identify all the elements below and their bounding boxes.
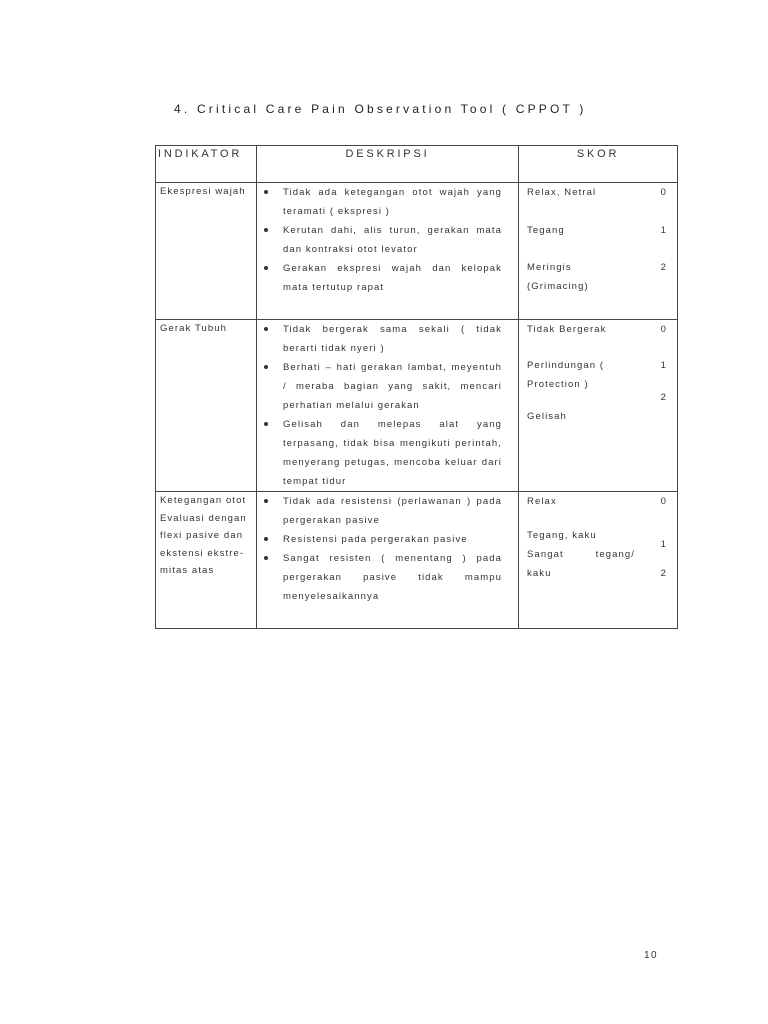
table-row — [156, 492, 678, 629]
score-label: Meringis (Grimacing) — [527, 262, 589, 292]
score-value: 2 — [660, 392, 667, 403]
header-deskripsi: DESKRIPSI — [257, 146, 519, 183]
score-item — [527, 407, 669, 426]
score-item — [527, 320, 669, 339]
description-item: Gelisah dan melepas alat yang terpasang, tidak bisa mengikuti perintah, menyerang petugas, mencoba keluar dari tempat tidur — [283, 415, 502, 491]
header-indikator: INDIKATOR — [156, 146, 257, 183]
page-number: 10 — [644, 950, 659, 961]
score-cell — [519, 320, 678, 492]
indicator-cell: Gerak Tubuh — [156, 320, 257, 492]
score-item — [527, 183, 669, 202]
indicator-cell: Ekespresi wajah — [156, 183, 257, 320]
table-header-row — [156, 146, 678, 183]
score-item — [527, 492, 669, 511]
score-label: Relax, Netral — [527, 187, 597, 198]
score-label: Tidak Bergerak — [527, 324, 607, 335]
score-item — [527, 221, 669, 240]
score-value: 1 — [660, 539, 667, 550]
table-row — [156, 320, 678, 492]
description-item: Sangat resisten ( menentang ) pada pergerakan pasive tidak mampu menyelesaikannya — [283, 549, 502, 606]
description-cell — [257, 183, 519, 320]
table-row — [156, 183, 678, 320]
score-value: 0 — [660, 324, 667, 335]
score-item — [527, 545, 669, 583]
score-value: 2 — [660, 262, 667, 273]
description-item: Tidak bergerak sama sekali ( tidak berarti tidak nyeri ) — [283, 320, 502, 358]
description-item: Berhati – hati gerakan lambat, meyentuh / meraba bagian yang sakit, mencari perhatian melalui gerakan — [283, 358, 502, 415]
description-cell — [257, 320, 519, 492]
score-value: 0 — [660, 187, 667, 198]
score-value: 1 — [660, 360, 667, 371]
score-label: Relax — [527, 496, 557, 507]
score-label: Gelisah — [527, 411, 567, 422]
score-value: 0 — [660, 496, 667, 507]
score-label: Sangat tegang/ kaku — [527, 549, 635, 579]
header-skor: SKOR — [519, 146, 678, 183]
description-item: Resistensi pada pergerakan pasive — [283, 530, 502, 549]
section-heading: 4. Critical Care Pain Observation Tool ( CPPOT ) — [174, 102, 587, 116]
description-item: Tidak ada resistensi (perlawanan ) pada pergerakan pasive — [283, 492, 502, 530]
description-cell — [257, 492, 519, 629]
description-item: Kerutan dahi, alis turun, gerakan mata dan kontraksi otot levator — [283, 221, 502, 259]
score-label: Tegang — [527, 225, 565, 236]
score-item — [527, 526, 669, 550]
score-value: 2 — [660, 568, 667, 579]
indicator-cell: Ketegangan otot Evaluasi dengan flexi pasive dan ekstensi ekstre-mitas atas — [156, 492, 257, 629]
score-label: Perlindungan ( Protection ) — [527, 360, 605, 390]
score-cell — [519, 183, 678, 320]
description-item: Tidak ada ketegangan otot wajah yang teramati ( ekspresi ) — [283, 183, 502, 221]
cppot-table — [155, 145, 678, 629]
score-value: 1 — [660, 225, 667, 236]
score-cell — [519, 492, 678, 629]
description-item: Gerakan ekspresi wajah dan kelopak mata tertutup rapat — [283, 259, 502, 297]
score-label: Tegang, kaku — [527, 530, 597, 541]
score-item — [527, 258, 669, 296]
